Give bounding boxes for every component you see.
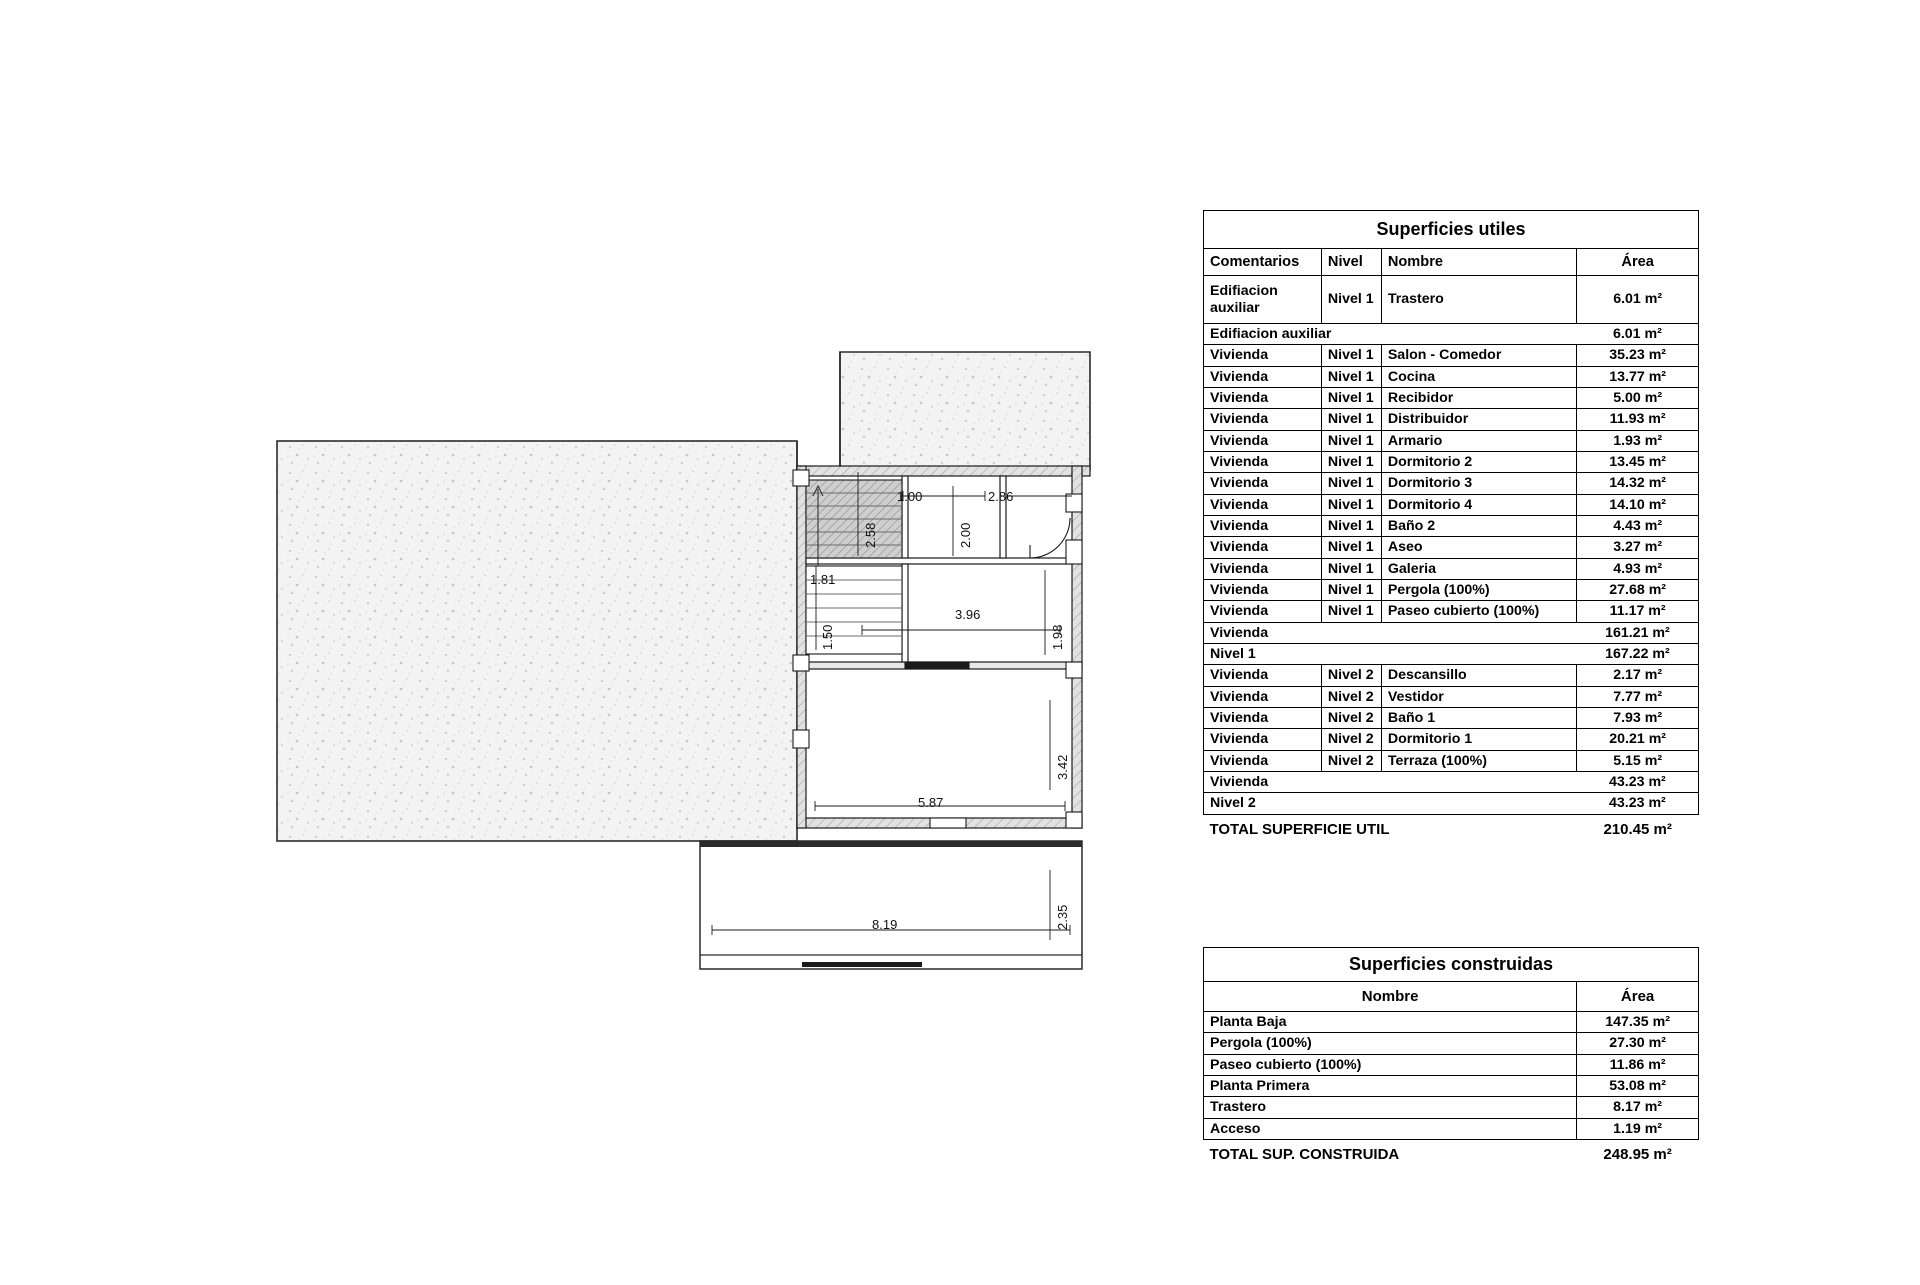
dim-3-42: 3.42 [1055,754,1070,780]
table-row [1204,451,1699,472]
table-header-row [1204,249,1699,276]
cell-comentario: Vivienda [1204,515,1322,536]
total-area: 210.45 m² [1603,820,1672,838]
cell-area: 8.17 m² [1577,1097,1699,1118]
cell-nombre: Cocina [1381,366,1576,387]
subtotal-label: Nivel 2 [1204,793,1382,814]
header-nombre: Nombre [1381,249,1576,276]
construidas-title: Superficies construidas [1204,948,1699,982]
dim-1-98: 1.98 [1050,624,1065,650]
table-row [1204,665,1699,686]
cell-nivel: Nivel 1 [1321,430,1381,451]
table-subtotal-row [1204,771,1699,792]
cell-area: 13.45 m² [1577,451,1699,472]
cell-nombre: Terraza (100%) [1381,750,1576,771]
cell-nivel: Nivel 1 [1321,515,1381,536]
cell-nivel: Nivel 1 [1321,366,1381,387]
dim-2-35: 2.35 [1055,904,1070,930]
table-row [1204,1118,1699,1139]
cell-comentario: Vivienda [1204,409,1322,430]
cell-comentario: Vivienda [1204,729,1322,750]
cell-comentario: Vivienda [1204,558,1322,579]
dim-3-96: 3.96 [955,607,981,622]
table-row [1204,601,1699,622]
table-row [1204,558,1699,579]
cell-nombre: Dormitorio 4 [1381,494,1576,515]
table-row [1204,707,1699,728]
cell-nombre: Baño 2 [1381,515,1576,536]
plot-notch [797,352,840,470]
cell-nombre: Armario [1381,430,1576,451]
cell-nivel: Nivel 1 [1321,345,1381,366]
table-row [1204,387,1699,408]
cell-area: 4.93 m² [1577,558,1699,579]
cell-area: 14.10 m² [1577,494,1699,515]
cell-comentario: Vivienda [1204,473,1322,494]
cell-comentario: Vivienda [1204,451,1322,472]
cell-area: 1.19 m² [1577,1118,1699,1139]
table-row [1204,494,1699,515]
table-subtotal-row [1204,793,1699,814]
cell-nombre: Salon - Comedor [1381,345,1576,366]
cell-nombre: Distribuidor [1381,409,1576,430]
cell-comentario: Edifiacion auxiliar [1204,276,1322,324]
subtotal-label: Nivel 1 [1204,643,1382,664]
subtotal-spacer [1381,643,1576,664]
cell-nombre: Vestidor [1381,686,1576,707]
pergola-area [700,841,1082,969]
table-row [1204,1054,1699,1075]
subtotal-label: Vivienda [1204,622,1382,643]
table-subtotal-row [1204,324,1699,345]
subtotal-spacer [1381,793,1576,814]
cell-nombre: Dormitorio 2 [1381,451,1576,472]
table-row [1204,515,1699,536]
cell-nombre: Planta Baja [1204,1012,1577,1033]
cell-area: 14.32 m² [1577,473,1699,494]
cell-nombre: Aseo [1381,537,1576,558]
cell-nombre: Pergola (100%) [1204,1033,1577,1054]
cell-area: 13.77 m² [1577,366,1699,387]
dim-1-50: 1.50 [820,624,835,650]
subtotal-label: Edifiacion auxiliar [1204,324,1382,345]
cell-comentario: Vivienda [1204,494,1322,515]
subtotal-label: Vivienda [1204,771,1382,792]
dim-1-00: 1.00 [897,489,923,504]
cell-nombre: Paseo cubierto (100%) [1204,1054,1577,1075]
cell-comentario: Vivienda [1204,345,1322,366]
construidas-total-row [1204,1139,1699,1169]
cell-nivel: Nivel 1 [1321,601,1381,622]
table-total-row [1204,814,1699,844]
cell-area: 147.35 m² [1577,1012,1699,1033]
table-row [1204,345,1699,366]
table-row [1204,579,1699,600]
subtotal-area: 167.22 m² [1577,643,1699,664]
table-row [1204,686,1699,707]
cell-nivel: Nivel 1 [1321,451,1381,472]
superficies-utiles-table [1203,210,1699,844]
cell-area: 53.08 m² [1577,1075,1699,1096]
cell-comentario: Vivienda [1204,387,1322,408]
table-title: Superficies utiles [1204,211,1699,249]
header-comentarios: Comentarios [1204,249,1322,276]
header-area: Área [1577,982,1699,1012]
cell-comentario: Vivienda [1204,686,1322,707]
cell-nivel: Nivel 1 [1321,409,1381,430]
cell-area: 35.23 m² [1577,345,1699,366]
cell-nivel: Nivel 2 [1321,665,1381,686]
cell-nombre: Paseo cubierto (100%) [1381,601,1576,622]
superficies-construidas-table [1203,947,1699,1169]
subtotal-area: 43.23 m² [1577,793,1699,814]
cell-nivel: Nivel 2 [1321,750,1381,771]
cell-comentario: Vivienda [1204,537,1322,558]
plot-area-left [277,441,797,841]
cell-comentario: Vivienda [1204,665,1322,686]
dim-1-81: 1.81 [810,572,836,587]
cell-area: 11.17 m² [1577,601,1699,622]
plot-area-top [840,352,1090,470]
dim-2-00: 2.00 [958,522,973,548]
dim-2-86: 2.86 [988,489,1014,504]
cell-comentario: Vivienda [1204,430,1322,451]
cell-area: 5.15 m² [1577,750,1699,771]
cell-comentario: Vivienda [1204,707,1322,728]
table-row [1204,276,1699,324]
dim-5-87: 5.87 [918,795,944,810]
table-row [1204,1012,1699,1033]
dim-2-58: 2.58 [863,522,878,548]
subtotal-area: 43.23 m² [1577,771,1699,792]
cell-nombre: Dormitorio 3 [1381,473,1576,494]
cell-area: 20.21 m² [1577,729,1699,750]
cell-area: 4.43 m² [1577,515,1699,536]
total-label: TOTAL SUPERFICIE UTIL [1209,820,1390,838]
table-row [1204,537,1699,558]
cell-nombre: Recibidor [1381,387,1576,408]
construidas-title-row [1204,948,1699,982]
table-subtotal-row [1204,622,1699,643]
table-title-row [1204,211,1699,249]
door-swing [1030,518,1070,558]
cell-nombre: Trastero [1381,276,1576,324]
cell-nombre: Trastero [1204,1097,1577,1118]
cell-area: 5.00 m² [1577,387,1699,408]
cell-area: 7.77 m² [1577,686,1699,707]
cell-area: 6.01 m² [1577,276,1699,324]
table-row [1204,430,1699,451]
cell-nombre: Acceso [1204,1118,1577,1139]
subtotal-area: 6.01 m² [1577,324,1699,345]
cell-nivel: Nivel 1 [1321,276,1381,324]
cell-nombre: Pergola (100%) [1381,579,1576,600]
cell-area: 3.27 m² [1577,537,1699,558]
table-subtotal-row [1204,643,1699,664]
cell-comentario: Vivienda [1204,601,1322,622]
superficies-utiles-body [1204,211,1699,845]
total-area: 248.95 m² [1603,1146,1672,1164]
cell-nombre: Dormitorio 1 [1381,729,1576,750]
cell-area: 11.86 m² [1577,1054,1699,1075]
subtotal-spacer [1381,771,1576,792]
cell-area: 2.17 m² [1577,665,1699,686]
subtotal-spacer [1381,324,1576,345]
cell-nombre: Descansillo [1381,665,1576,686]
cell-area: 27.30 m² [1577,1033,1699,1054]
dim-8-19: 8.19 [872,917,898,932]
cell-nombre: Galeria [1381,558,1576,579]
cell-nivel: Nivel 1 [1321,473,1381,494]
cell-nombre: Planta Primera [1204,1075,1577,1096]
construidas-header-row [1204,982,1699,1012]
table-row [1204,473,1699,494]
table-row [1204,366,1699,387]
header-nombre: Nombre [1204,982,1577,1012]
table-row [1204,729,1699,750]
cell-area: 7.93 m² [1577,707,1699,728]
superficies-construidas-body [1204,948,1699,1170]
cell-nivel: Nivel 1 [1321,537,1381,558]
table-row [1204,1097,1699,1118]
cell-area: 11.93 m² [1577,409,1699,430]
cell-nivel: Nivel 1 [1321,579,1381,600]
subtotal-spacer [1381,622,1576,643]
cell-nivel: Nivel 2 [1321,686,1381,707]
cell-comentario: Vivienda [1204,366,1322,387]
header-nivel: Nivel [1321,249,1381,276]
cell-comentario: Vivienda [1204,579,1322,600]
table-row [1204,409,1699,430]
total-label: TOTAL SUP. CONSTRUIDA [1209,1146,1400,1164]
cell-nivel: Nivel 2 [1321,707,1381,728]
cell-area: 1.93 m² [1577,430,1699,451]
header-area: Área [1577,249,1699,276]
cell-nivel: Nivel 1 [1321,387,1381,408]
cell-nombre: Baño 1 [1381,707,1576,728]
cell-nivel: Nivel 1 [1321,558,1381,579]
table-row [1204,1033,1699,1054]
cell-comentario: Vivienda [1204,750,1322,771]
table-row [1204,750,1699,771]
table-row [1204,1075,1699,1096]
cell-area: 27.68 m² [1577,579,1699,600]
cell-nivel: Nivel 2 [1321,729,1381,750]
subtotal-area: 161.21 m² [1577,622,1699,643]
cell-nivel: Nivel 1 [1321,494,1381,515]
